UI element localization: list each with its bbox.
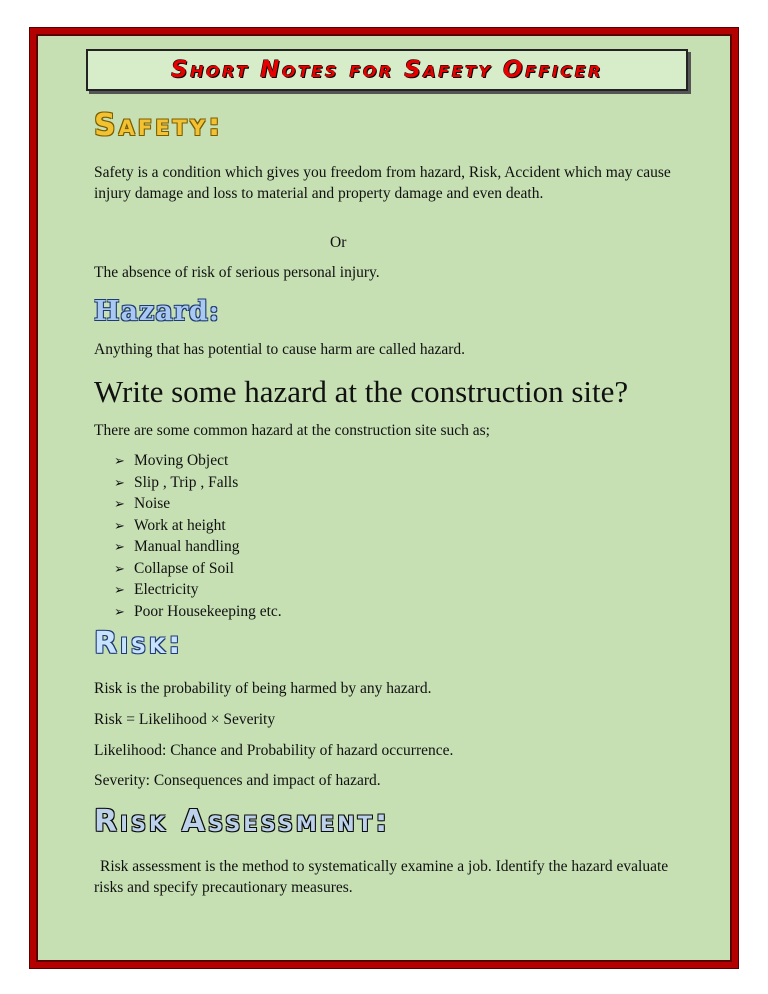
construction-intro: There are some common hazard at the construction site such as; [94,422,490,439]
list-item: ➢ Noise [114,494,282,516]
document-page [30,28,738,968]
safety-definition: Safety is a condition which gives you freedom from hazard, Risk, Accident which may cause injury damage and loss to material and property damage and even death. [94,164,671,202]
list-item: ➢ Work at height [114,516,282,538]
hazard-heading: Hazard: [94,296,220,327]
arrow-bullet-icon: ➢ [114,604,125,620]
risk-formula: Risk = Likelihood × Severity [94,711,276,728]
arrow-bullet-icon: ➢ [114,475,125,491]
risk-heading: Risk: [94,626,184,661]
arrow-bullet-icon: ➢ [114,518,125,534]
safety-heading: Safety: [94,108,224,143]
arrow-bullet-icon: ➢ [114,540,125,555]
construction-question: Write some hazard at the construction site? [94,374,629,409]
risk-definition: Risk is the probability of being harmed by any hazard. [94,680,432,697]
list-item: ➢ Electricity [114,580,282,602]
arrow-bullet-icon: ➢ [114,561,125,577]
risk-assessment-heading: Risk Assessment: [94,804,391,839]
list-item: ➢ Poor Housekeeping etc. [114,602,282,624]
arrow-bullet-icon: ➢ [114,497,125,512]
arrow-bullet-icon: ➢ [114,583,125,598]
hazard-list [114,451,282,623]
risk-assessment-definition: Risk assessment is the method to systematically examine a job. Identify the hazard evaluate risks and specify precautionary measures. [94,858,669,896]
list-item: ➢ Slip , Trip , Falls [114,473,282,495]
or-separator: Or [330,234,347,251]
title-box [86,49,688,91]
safety-alt-definition: The absence of risk of serious personal injury. [94,264,380,281]
severity-definition: Severity: Consequences and impact of hazard. [94,772,381,789]
likelihood-definition: Likelihood: Chance and Probability of hazard occurrence. [94,742,454,759]
list-item: ➢ Moving Object [114,451,282,473]
document-title: Short Notes for Safety Officer [171,57,603,83]
list-item: ➢ Manual handling [114,537,282,559]
hazard-definition: Anything that has potential to cause harm are called hazard. [94,341,465,358]
list-item: ➢ Collapse of Soil [114,559,282,581]
arrow-bullet-icon: ➢ [114,454,125,469]
